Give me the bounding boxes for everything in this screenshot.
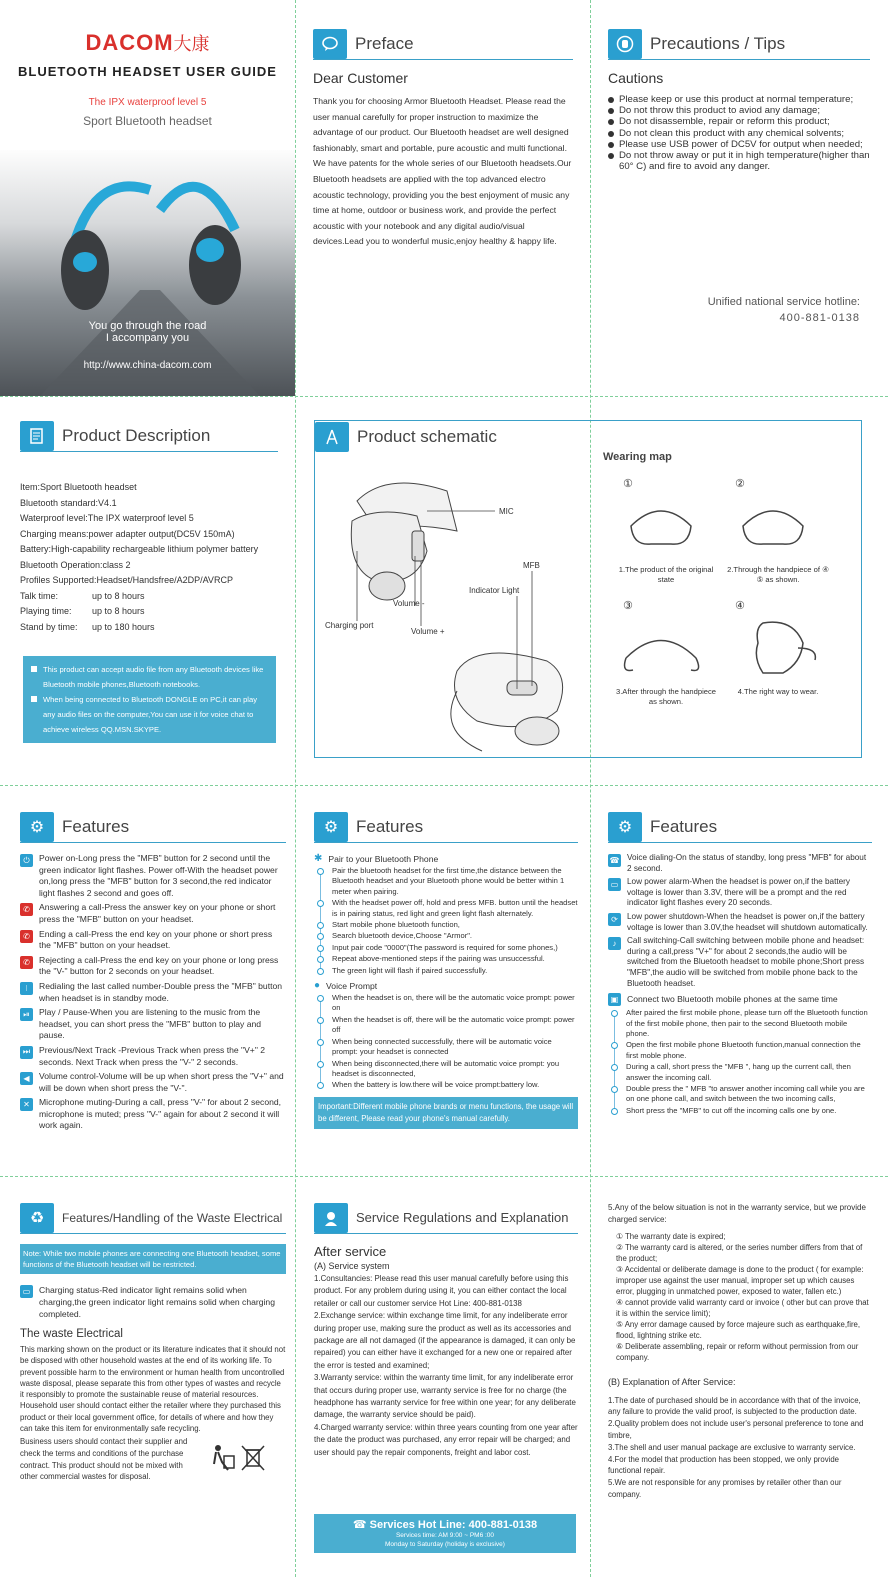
feature-text: Previous/Next Track -Previous Track when press the "V+" 2 seconds. Next Track when press the "V-" 2 seconds. [39,1044,266,1067]
feature-item [20,1071,286,1094]
cover-panel [0,0,295,396]
feature-text: Volume control-Volume will be up when short press the "V+" and will be down when short press the "V-". [39,1071,284,1093]
voice-title: Voice Prompt [326,980,378,991]
timeline-item: Short press the "MFB" to cut off the incoming calls one by one. [626,1106,872,1116]
features3-title: Features [650,816,718,836]
explanation-item: 3.The shell and user manual package are exclusive to warranty service. [608,1442,856,1452]
feature-text: Play / Pause-When you are listening to the music from the headset, you can short press the "MFB" button to play and pause. [39,1007,262,1041]
step-number: ① [623,478,633,490]
feature-item [20,902,286,925]
gears-icon: ⚙ [608,812,642,842]
connect-title: Connect two Bluetooth mobile phones at the same time [627,994,838,1005]
bullet-dot-icon [608,119,614,125]
timeline-item: Pair the bluetooth headset for the first time,the distance between the Bluetooth headset and your Bluetooth phone would be better within 1 meter when pairing. [332,866,578,897]
wearing-step-illustration [611,618,711,678]
shutdown-icon: ⟳ [608,913,621,926]
timeline-item: With the headset power off, hold and press MFB. button until the headset is in pairing status, red light and green light flash alternately. [332,898,578,918]
cover-url[interactable]: http://www.china-dacom.com [83,360,212,371]
brand-logo [0,30,295,56]
explanation-list [608,1395,872,1500]
service-item: 1.Consultancies: Please read this user manual carefully before using this product. For any problem during using it, you can either contact the local retailer or call our customer service Hot Line: 400-881-0138 [314,1274,569,1308]
feature-text: Call switching-Call switching between mobile phone and headset: during a call,press "V+" for about 2 seconds,the audio will be switched from the Bluetooth headset to mobile phone;Short press "MFB",the audio will be switched from mobile phone back to the Bluetooth headset. [627,936,865,988]
warranty-item: ② The warranty card is altered, or the series number differs from that of the product; [616,1243,863,1263]
hotline-box [314,1514,576,1553]
answer-call-icon: ✆ [20,903,33,916]
waterproof-label: The IPX waterproof level 5 [88,97,207,108]
headset-diagram [317,461,617,758]
schematic-header [315,421,505,453]
time-row [20,589,278,605]
caution-item [608,128,870,139]
person-service-icon [314,1203,348,1233]
bullet-dot-icon [608,97,614,103]
timeline-item: Double press the " MFB "to answer another incoming call while you are on one phone call, and switch between the two incoming calls, [626,1084,872,1105]
time-value: up to 8 hours [92,606,145,616]
label-mic: MIC [499,507,514,516]
service-days: Monday to Saturday (holiday is exclusive) [385,1541,505,1548]
voice-header [314,980,578,991]
timeline-item: When the battery is low.there will be voice prompt:battery low. [332,1080,578,1090]
feature-text: Microphone muting-During a call, press "V-" for about 2 second, microphone is muted; press "V-" again for about 2 second it will work again. [39,1097,282,1131]
precautions-title: Precautions / Tips [650,33,786,53]
wearing-step-image [723,496,833,561]
caution-item [608,94,870,105]
wearing-step-image [611,496,721,561]
features2-title: Features [356,816,424,836]
preface-panel [313,28,573,388]
timeline-item: Repeat above-mentioned steps if the pairing was unsuccessful. [332,954,578,964]
features3-list [608,853,872,989]
feature-item [20,1045,286,1068]
cover-subtitle: Sport Bluetooth headset [83,114,212,128]
warranty-item: ④ cannot provide valid warranty card or invoice ( other but can prove that it is within the service limit); [616,1298,869,1318]
time-value: up to 180 hours [92,621,155,632]
voice-steps [314,993,578,1091]
spec-item: Charging means:power adapter output(DC5V 150mA) [20,528,235,539]
redial-icon: ⁝ [20,982,33,995]
spec-item: Item:Sport Bluetooth headset [20,482,137,492]
after-service-title: After service [314,1244,387,1259]
next-track-icon: ⏭ [20,1046,33,1059]
wearing-step-illustration [611,496,711,556]
service-title: Service Regulations and Explanation [356,1210,569,1225]
warranty-item: ③ Accidental or deliberate damage is done to the product ( for example: improper use against the user manual, improper set up which causes error, plugging in unmatched power, exposed to water, fallen etc.) [616,1265,864,1296]
note-text: When being connected to Bluetooth DONGLE on PC,it can play any audio files on the computer,You can use it for voice chat to achieve wireless QQ.MSN.SKYPE. [43,695,258,734]
time-label: Stand by time: [20,621,78,632]
timeline-item: After paired the first mobile phone, please turn off the Bluetooth function of the first mobile phone, then pair to the second Bluetooth mobile phone. [626,1008,872,1039]
timeline-item: When being disconnected,there will be automatic voice prompt: you headset is disconnected, [332,1059,578,1080]
time-row [20,620,278,636]
spec-item: Bluetooth standard:V4.1 [20,497,117,508]
schematic-title: Product schematic [357,427,497,446]
crossed-bin-icon [238,1442,268,1472]
brand-name-cn: 大康 [173,34,210,55]
note-text: This product can accept audio file from any Bluetooth devices like Bluetooth mobile phones,Bluetooth notebooks. [43,665,264,689]
wearing-step-image [611,618,721,683]
note-box: Note: While two mobile phones are connecting one Bluetooth headset, some functions of the Bluetooth headset will be restricted. [20,1244,286,1274]
step-caption: 4.The right way to wear. [737,687,819,696]
wearing-step [723,477,833,597]
disposal-symbols [208,1442,268,1472]
precautions-header [608,28,870,60]
description-note [31,662,268,692]
description-header [20,420,278,452]
step-number: ③ [623,600,633,612]
phone-icon: ☎ [352,1519,370,1531]
important-note: Important:Different mobile phone brands or menu functions, the usage will be different, Please read your phone's manual carefully. [314,1097,578,1129]
step-caption: 1.The product of the original state [618,565,714,584]
waste-electrical-title: The waste Electrical [20,1328,123,1340]
feature-item [20,853,286,899]
feature-text: Low power alarm-When the headset is power on,if the battery voltage is lower than 3.3V, there will be a prompt and the red indicator light flashes every 20 seconds. [627,877,850,908]
bullet-dot-icon [608,142,614,148]
feature-item [20,929,286,952]
wearing-step-image [723,618,833,683]
warranty-item: ① The warranty date is expired; [616,1232,726,1241]
recycle-icon: ♻ [20,1203,54,1233]
end-call-icon: ✆ [20,930,33,943]
charging-status [20,1284,286,1320]
feature-item [20,981,286,1004]
spec-item: Battery:High-capability rechargeable lithium polymer battery [20,544,259,554]
wearing-map-title: Wearing map [603,451,672,463]
feature-text: Redialing the last called number-Double press the "MFB" button when headset is in standby mode. [39,980,283,1003]
bullet-dot-icon [608,131,614,137]
timeline-item: When the headset is off, there will be the automatic voice prompt: power off [332,1015,578,1036]
feature-text: Voice dialing-On the status of standby, long press "MFB" for about 2 second. [627,853,867,873]
compass-icon [315,422,349,452]
two-phones-icon: ▣ [608,993,621,1006]
fold-line-horizontal-2 [0,785,888,786]
time-row [20,604,278,620]
caution-text: Do not clean this product with any chemical solvents; [619,127,845,139]
wearing-step-illustration [723,618,823,678]
precautions-panel [608,28,870,388]
explanation-item: 5.We are not responsible for any promises by retailer other than our company. [608,1478,842,1499]
gears-icon: ⚙ [314,812,348,842]
pair-steps [314,866,578,976]
service-item: 3.Warranty service: within the warranty time limit, for any indeliberate error that occurs during proper use, warranty service is free for no charge (the headphone has warranty service for free within one year; for any deliberate damage, the warranty service should be paid). [314,1373,576,1420]
waste-header [20,1202,286,1234]
service-hotline-block [708,294,860,326]
caution-list [608,94,870,172]
spec-item: Bluetooth Operation:class 2 [20,559,131,570]
battery-icon: ▭ [20,1285,33,1298]
square-bullet-icon [31,696,37,702]
timeline-item: The green light will flash if paired successfully. [332,966,578,976]
square-bullet-icon [31,666,37,672]
caution-item [608,116,870,127]
cover-slogan [0,320,295,344]
timeline-item: When the headset is on, there will be the automatic voice prompt: power on [332,993,578,1014]
bluetooth-icon: ✱ [314,853,323,864]
mute-icon: ✕ [20,1098,33,1111]
explanation-item: 4.For the model that production has been stopped, we only provide functional repair. [608,1455,840,1476]
service-panel [314,1202,578,1572]
warranty-item: ⑥ Deliberate assembling, repair or reform without permission from our company. [616,1342,859,1362]
spec-list [20,480,278,589]
caution-text: Do not disassemble, repair or reform this product; [619,116,830,128]
wearing-step [611,599,721,719]
reject-call-icon: ✆ [20,956,33,969]
caution-text: Do not throw away or put it in high temperature(higher than 60° C) and fire to avoid any danger. [619,150,870,173]
description-note [31,692,268,737]
feature-text: Power on-Long press the "MFB" button for 2 second until the green indicator light flashes. Power off-With the headset power on,long press the "MFB" button for 3 second,the red indicator light flashes 2 second and goes off. [39,853,278,898]
features2-panel [314,811,578,1171]
features3-header [608,811,872,843]
fold-line-horizontal-3 [0,1176,888,1177]
features2-header [314,811,578,843]
timeline-item: Start mobile phone bluetooth function, [332,920,578,930]
feature-text: Low power shutdown-When the headset is power on,if the battery voltage is lower than 3.0V,the headset will shutdown automatically. [627,911,868,932]
description-title: Product Description [62,425,211,445]
call-switch-icon: ♪ [608,937,621,950]
feature-text: Rejecting a call-Press the end key on your phone or long press the "V-" button for 2 seconds on your headset. [39,954,279,977]
caution-text: Do not throw this product to aviod any damage; [619,105,821,117]
litter-bin-icon [208,1442,238,1472]
description-panel [20,420,278,780]
caution-item [608,139,870,150]
preface-body: Thank you for choosing Armor Bluetooth Headset. Please read the user manual carefully for proper instruction to maximize the advantage of our product. Our Bluetooth headset are well designed fashionably, smart and portable, pure acoustic and multi functional. We have patents for the whole series of our Bluetooth headsets.Our Bluetooth headsets are applied with the top advanced electro acoustic technology, providing you the best enjoyment of music any time at home, outdoor or business work, and provide the perfect acoustic with your notebook and any digital audio/visual devices.Lead you to wonderful music,enjoy healthy & happy life. [313,96,572,247]
wearing-step [611,477,721,597]
microphone-icon: ● [314,980,321,992]
fold-line-vertical-2 [590,0,591,1577]
preface-greeting: Dear Customer [313,70,408,86]
feature-item [20,955,286,978]
business-text: Business users should contact their supplier and check the terms and conditions of the purchase contract. This product should not be mixed with other commercial wastes for disposal. [20,1437,188,1482]
waste-body: This marking shown on the product or its literature indicates that it should not be disposed with other household wastes at the end of its working life. To prevent possible harm to the environment or human health from uncontrolled waste disposal, please separate this from other types of wastes and recycle it responsibly to promote the sustainable reuse of material resources. Household user should contact either the retailer where they purchased this product or their local government office, for details of where and how they can take this item for environmentally safe recycling. [20,1345,286,1434]
time-label: Talk time: [20,590,59,601]
schematic-panel [314,420,862,758]
service-item: 4.Charged warranty service: within three years counting from one year after the date the product was purchased, any error repair will be charged; and user should pay the repair components, freight and labor cost. [314,1422,578,1457]
speech-bubble-icon [313,29,347,59]
service-list [314,1273,578,1459]
step-number: ④ [735,600,745,612]
power-icon: ⏻ [20,854,33,867]
caution-item [608,150,870,172]
preface-header [313,28,573,60]
cover-photo [0,150,295,396]
explanation-title: (B) Explanation of After Service: [608,1377,736,1387]
wearing-steps [611,477,851,747]
bullet-dot-icon [608,108,614,114]
wearing-step-illustration [723,496,823,556]
label-mfb: MFB [523,561,540,570]
label-indicator-light: Indicator Light [469,586,520,595]
feature-text: Answering a call-Press the answer key on your phone or short press the "MFB" button on your headset. [39,902,276,924]
guide-title: BLUETOOTH HEADSET USER GUIDE [18,64,277,79]
feature-item [608,936,872,989]
slogan-line-2: I accompany you [105,332,190,344]
features1-title: Features [62,816,130,836]
stop-hand-icon [608,29,642,59]
connect-header [608,992,872,1006]
features3-panel [608,811,872,1171]
timeline-item: Open the first mobile phone Bluetooth function,manual connection the first moble phone. [626,1040,872,1061]
time-label: Playing time: [20,606,72,616]
hotline-label: Unified national service hotline: [707,296,860,308]
timeline-item: Search bluetooth device,Choose "Armor". [332,931,578,941]
features1-panel [20,811,286,1171]
warranty-panel [608,1202,872,1572]
label-volume-minus: Volume - [393,599,425,608]
feature-item [608,877,872,909]
voice-dial-icon: ☎ [609,856,620,865]
gears-icon: ⚙ [20,812,54,842]
time-value: up to 8 hours [92,590,145,601]
service-header [314,1202,578,1234]
low-battery-icon: ▭ [608,878,621,891]
explanation-item: 2.Quality problem does not include user's personal preference to tone and timbre, [608,1419,864,1440]
hotline-line [314,1518,576,1531]
feature-item [608,853,872,874]
spec-item: Profiles Supported:Headset/Handsfree/A2DP/AVRCP [20,575,233,585]
timeline-item: When being connected successfully, there will be automatic voice prompt: your headset is connected [332,1037,578,1058]
feature-item [608,912,872,933]
hotline-text: Services Hot Line: 400-881-0138 [369,1519,538,1531]
service-system-title: (A) Service system [314,1261,390,1271]
features1-header [20,811,286,843]
pair-title: Pair to your Bluetooth Phone [328,853,439,864]
pair-header [314,853,578,864]
connect-steps [608,1008,872,1116]
timeline-item: During a call, short press the "MFB ", hang up the current call, then answer the incoming call. [626,1062,872,1083]
label-volume-plus: Volume + [411,627,445,636]
waste-title: Features/Handling of the Waste Electrical [62,1210,283,1225]
description-notes-box [23,656,276,743]
feature-item [20,1097,286,1132]
volume-icon: ◀ [20,1072,33,1085]
charging-text: Charging status-Red indicator light remains solid when charging,the green indicator light remains solid when charging completed. [39,1285,275,1319]
cautions-title: Cautions [608,70,664,86]
features1-list [20,853,286,1132]
business-block [20,1436,286,1482]
preface-title: Preface [355,33,414,53]
brand-name: DACOM [85,30,174,55]
fold-line-horizontal-1 [0,396,888,397]
service-hours: Services time: AM 9:00 ~ PM6 :00 [395,1532,495,1539]
explanation-item: 1.The date of purchased should be in accordance with that of the invoice, any failure to provide the valid proof, is subjected to the production date. [608,1396,861,1417]
spec-item: Waterproof level:The IPX waterproof level 5 [20,513,194,523]
document-icon [20,421,54,451]
slogan-line-1: You go through the road [88,320,207,332]
step-number: ② [735,478,745,490]
hotline-number: 400-881-0138 [779,312,860,324]
fold-line-vertical-1 [295,0,296,1577]
caution-text: Please keep or use this product at normal temperature; [619,94,854,105]
play-pause-icon: ⏯ [20,1008,33,1021]
caution-item [608,105,870,116]
warranty-intro: 5.Any of the below situation is not in the warranty service, but we provide charged service: [608,1203,866,1224]
warranty-list [608,1231,872,1363]
time-list [20,589,278,636]
wearing-step [723,599,833,719]
feature-item [20,1007,286,1042]
caution-text: Please use USB power of DC5V for output when needed; [619,138,863,150]
timeline-item: Input pair code "0000"(The password is required for some phones,) [332,943,578,953]
step-caption: 3.After through the handpiece as shown. [615,687,717,706]
step-caption: 2.Through the handpiece of ④ ⑤ as shown. [727,565,829,584]
bullet-dot-icon [608,153,614,159]
feature-text: Ending a call-Press the end key on your phone or short press the "MFB" button on your headset. [39,928,273,951]
warranty-item: ⑤ Any error damage caused by force majeure such as earthquake,fire, flood, lightning strike etc. [616,1320,861,1340]
waste-panel [20,1202,286,1572]
service-item: 2.Exchange service: within exchange time limit, for any indeliberate error during proper use, making sure the product as well as its accessories and package are all not damaged (if the appearance is damaged, it can only be repaired) you can either have it exchanged for a new one or repaired after the error is tested and examined; [314,1311,576,1370]
label-charging-port: Charging port [325,621,374,630]
